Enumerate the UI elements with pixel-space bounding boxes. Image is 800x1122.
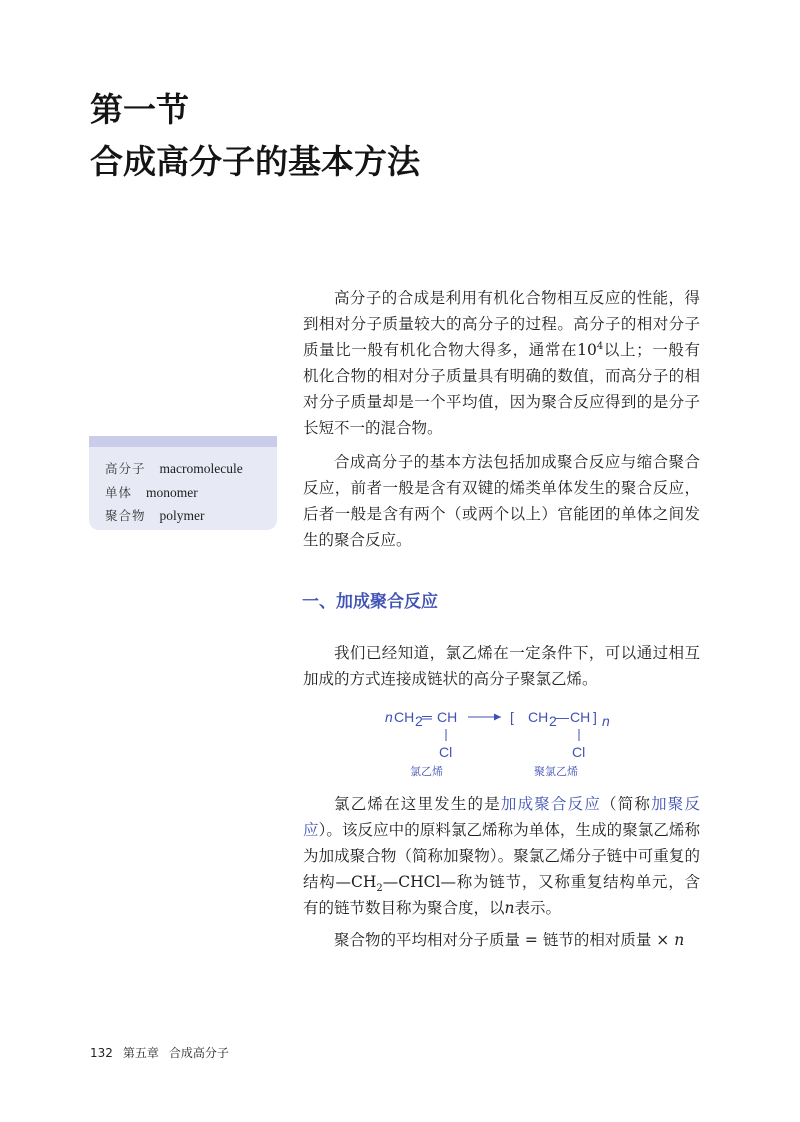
variable-n: n: [674, 931, 685, 949]
monomer-cl: Cl: [439, 744, 453, 760]
bracket-open: [: [510, 709, 514, 725]
glossary-term-zh: 聚合物: [105, 508, 146, 523]
exponent: 4: [596, 340, 604, 352]
paragraph-text: 表示。: [514, 899, 562, 917]
paragraph-text: 氯乙烯在这里发生的是: [334, 795, 501, 813]
page-footer: [90, 1044, 239, 1061]
glossary-term-en: macromolecule: [159, 461, 243, 476]
polymer-ch: CH: [570, 709, 591, 725]
reaction-equation: [383, 703, 623, 787]
paragraph-vinyl-chloride: [303, 640, 700, 692]
paragraph-text: 高分子的合成是利用有机化合物相互反应的性能，得到相对分子质量较大的高分子的过程。高分子的相对分子质量比一般有机化合物大得多，通常在10: [303, 289, 700, 359]
page-number: 132: [90, 1046, 113, 1060]
double-bond: ═: [422, 709, 432, 725]
paragraph-text: —CHCl—称为链节，又称重复结构单元，含有的链节数目称为聚合度，以: [303, 873, 700, 917]
glossary-term-zh: 单体: [105, 484, 133, 500]
reaction-coefficient: n: [385, 709, 393, 725]
glossary-term-en: polymer: [159, 508, 205, 523]
section-heading: 一、加成聚合反应: [302, 592, 438, 612]
subscript: 2: [376, 883, 383, 895]
monomer-ch2: CH: [394, 709, 415, 725]
chapter-number: 第五章: [122, 1046, 159, 1060]
glossary-box: [89, 436, 277, 530]
paragraph-formula: [303, 927, 700, 953]
glossary-item: [105, 482, 243, 506]
monomer-label: 氯乙烯: [410, 765, 443, 778]
glossary-item: [105, 505, 243, 529]
section-number: 第一节: [90, 90, 189, 129]
paragraph-text: 以上；一般有机化合物的相对分子质量具有明确的数值，而高分子的相对分子质量却是一个平均值，因为聚合反应得到的是分子长短不一的混合物。: [303, 341, 700, 437]
formula-text: 聚合物的平均相对分子质量 = 链节的相对质量 ×: [334, 931, 675, 949]
paragraph-text: 合成高分子的基本方法包括加成聚合反应与缩合聚合反应，前者一般是含有双键的烯类单体发生的聚合反应，后者一般是含有两个（或两个以上）官能团的单体之间发生的聚合反应。: [303, 453, 700, 549]
section-title: 合成高分子的基本方法: [90, 142, 420, 181]
polymer-label: 聚氯乙烯: [534, 765, 578, 778]
polymer-ch2: CH: [528, 709, 549, 725]
paragraph-text: 我们已经知道，氯乙烯在一定条件下，可以通过相互加成的方式连接成链状的高分子聚氯乙烯。: [303, 644, 700, 688]
key-term: 加聚反应: [303, 795, 700, 839]
chapter-section-title: [90, 84, 420, 188]
polymerization-degree: n: [602, 713, 610, 729]
glossary-header-bar: [89, 436, 277, 447]
glossary-term-en: monomer: [146, 484, 198, 500]
paragraph-text: ）。该反应中的原料氯乙烯称为单体，生成的聚氯乙烯称为加成聚合物（简称加聚物）。聚氯乙烯分子链中可重复的结构—CH: [303, 821, 700, 891]
glossary-term-zh: 高分子: [105, 461, 146, 476]
polymer-ch2-subscript: 2: [549, 713, 557, 729]
paragraph-methods: [303, 449, 700, 553]
arrow-head-icon: [494, 714, 501, 721]
chapter-title: 合成高分子: [168, 1046, 229, 1060]
paragraph-text: （简称: [601, 795, 652, 813]
paragraph-addition-polymerization: [303, 791, 700, 921]
paragraph-intro: [303, 285, 700, 441]
key-term: 加成聚合反应: [500, 795, 602, 813]
bracket-close: ]: [593, 709, 597, 725]
variable-n: n: [504, 899, 515, 917]
glossary-item: [105, 458, 243, 482]
polymer-cl: Cl: [572, 744, 586, 760]
monomer-ch2-subscript: 2: [415, 713, 423, 729]
monomer-ch: CH: [437, 709, 458, 725]
single-bond: —: [555, 709, 569, 725]
